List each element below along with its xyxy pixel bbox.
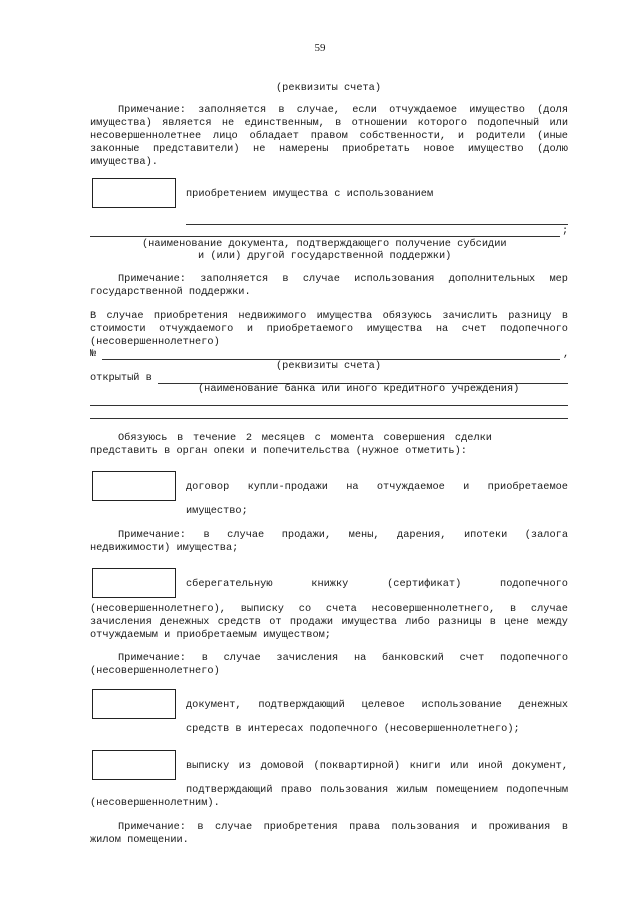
subsidy-end-mark: ;	[562, 225, 569, 237]
option-savings-line3: зачисления денежных средств от продажи имущества либо разницы в цене между	[90, 616, 568, 628]
note1-line3: несовершеннолетнее лицо обладает правом собственности, и родители (иные	[90, 130, 568, 142]
note2-line1: Примечание: заполняется в случае использования дополнительных мер	[118, 273, 568, 285]
note3-line1: Примечание: в случае продажи, мены, дарения, ипотеки (залога	[118, 529, 568, 541]
checkbox-savings-book[interactable]	[92, 568, 176, 598]
checkbox-purpose-document[interactable]	[92, 689, 176, 719]
option-savings-line4: отчуждаемым и приобретаемым имуществом;	[90, 629, 331, 641]
option-extract-line2: подтверждающий право пользования жилым помещением подопечным	[186, 784, 568, 796]
subsidy-caption-line1: (наименование документа, подтверждающего получение субсидии	[142, 238, 507, 250]
note1-line1: Примечание: заполняется в случае, если отчуждаемое имущество (доля	[118, 104, 568, 116]
option-extract-line3: (несовершеннолетним).	[90, 797, 220, 809]
note5-line1: Примечание: в случае приобретения права пользования и проживания в	[118, 821, 568, 833]
page-number: 59	[314, 42, 326, 54]
note1-line4: законные представители) не намерены приобретать новое имущество (долю	[90, 143, 568, 155]
note2-line2: государственной поддержки.	[90, 286, 251, 298]
note1-line5: имущества).	[90, 156, 158, 168]
bank-name-field-line3[interactable]	[90, 418, 568, 419]
account-number-label: №	[90, 348, 97, 360]
option-savings-line2: (несовершеннолетнего), выписку со счета несовершеннолетнего, в случае	[90, 603, 568, 615]
obligation-line2: представить в орган опеки и попечительства (нужное отметить):	[90, 445, 467, 457]
note3-line2: недвижимости) имущества;	[90, 542, 239, 554]
account-details-caption-top: (реквизиты счета)	[276, 82, 382, 94]
option-extract-line1: выписку из домовой (поквартирной) книги или иной документ,	[186, 760, 568, 772]
subsidy-doc-line2[interactable]	[90, 236, 560, 237]
obligation-line1: Обязуюсь в течение 2 месяцев с момента совершения сделки	[118, 432, 492, 444]
note5-line2: жилом помещении.	[90, 834, 189, 846]
account-number-end: ,	[563, 348, 570, 360]
difference-line3: (несовершеннолетнего)	[90, 336, 220, 348]
note1-line2: имущества) является не единственным, в отношении которого подопечный или	[90, 117, 568, 129]
account-details-caption: (реквизиты счета)	[276, 360, 382, 372]
option-subsidy-label: приобретением имущества с использованием	[186, 188, 434, 200]
note4-line2: (несовершеннолетнего)	[90, 665, 220, 677]
opened-in-label: открытый в	[90, 372, 152, 384]
subsidy-caption-line2: и (или) другой государственной поддержки)	[198, 250, 452, 262]
checkbox-contract[interactable]	[92, 471, 176, 501]
option-contract-line2: имущество;	[186, 505, 248, 517]
option-document-line2: средств в интересах подопечного (несовершеннолетнего);	[186, 723, 520, 735]
difference-line1: В случае приобретения недвижимого имущества обязуюсь зачислить разницу в	[90, 310, 568, 322]
option-savings-line1: сберегательную книжку (сертификат) подопечного	[186, 578, 568, 590]
option-contract-line1: договор купли-продажи на отчуждаемое и приобретаемое	[186, 481, 568, 493]
difference-line2: стоимости отчуждаемого и приобретаемого имущества на счет подопечного	[90, 323, 568, 335]
option-document-line1: документ, подтверждающий целевое использование денежных	[186, 699, 568, 711]
subsidy-doc-line1[interactable]	[186, 224, 568, 225]
note4-line1: Примечание: в случае зачисления на банковский счет подопечного	[118, 652, 568, 664]
bank-name-caption: (наименование банка или иного кредитного учреждения)	[198, 383, 520, 395]
bank-name-field-line2[interactable]	[90, 405, 568, 406]
checkbox-house-register-extract[interactable]	[92, 750, 176, 780]
checkbox-subsidy[interactable]	[92, 178, 176, 208]
